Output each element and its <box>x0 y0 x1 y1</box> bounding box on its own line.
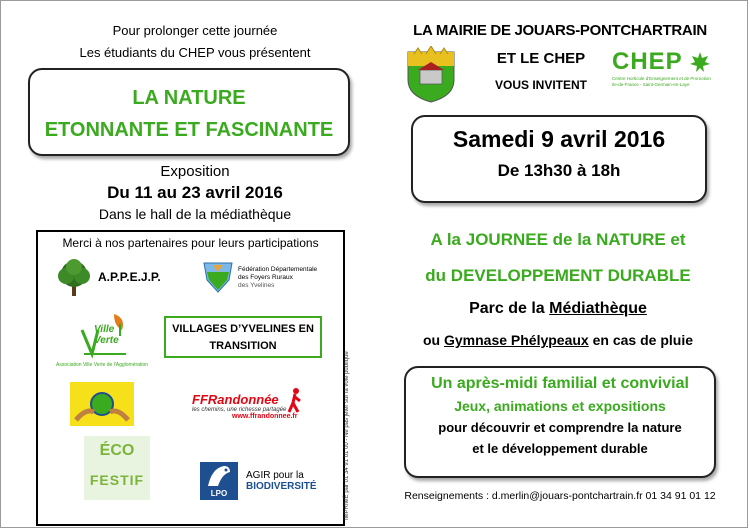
chep-logo <box>610 44 720 94</box>
mairie-line-1: LA MAIRIE DE JOUARS-PONTCHARTRAIN <box>413 22 707 39</box>
chep-caption <box>612 76 720 87</box>
agir-biodiversite <box>246 470 317 492</box>
coat-of-arms-logo <box>406 46 456 104</box>
title-line-2: ETONNANTE ET FASCINANTE <box>44 119 334 141</box>
villages-transition-box <box>164 316 322 358</box>
lpo-text: LPO <box>210 489 228 498</box>
mairie-line-2: ET LE CHEP <box>496 50 586 67</box>
federation-logo <box>201 260 235 294</box>
ville-verte-caption: Association Ville Verte de l'Agglomération <box>55 362 149 368</box>
partner-federation-line2: des Foyers Ruraux <box>238 274 293 281</box>
chep-caption-line2: Ile-de-France - Saint-Germain-en-Laye <box>612 81 690 87</box>
parc-line <box>398 300 718 318</box>
ffr-brand: FFRandonnée <box>192 392 279 407</box>
ville-verte-line2: Verte <box>94 335 119 346</box>
ville-verte-logo <box>74 310 134 362</box>
partners-title: Merci à nos partenaires pour leurs participations <box>62 236 319 250</box>
chep-caption-line1: Centre Horticole d'Enseignement et de Promotion <box>612 76 711 81</box>
partner-federation <box>238 266 317 290</box>
journee-line-2: du DEVELOPPEMENT DURABLE <box>425 266 691 285</box>
decouvrir-line-1: pour découvrir et comprendre la nature <box>438 420 682 435</box>
villages-line2: TRANSITION <box>209 340 277 352</box>
parc-place: Médiathèque <box>549 300 647 317</box>
event-hours: De 13h30 à 18h <box>497 161 621 180</box>
lpo-logo <box>200 462 238 500</box>
gymnase-line <box>390 332 726 348</box>
gym-place: Gymnase Phélypeaux <box>443 332 589 348</box>
exposition-dates: Du 11 au 23 avril 2016 <box>107 183 283 202</box>
leaf-icon <box>688 50 712 74</box>
intro-line-1: Pour prolonger cette journée <box>112 23 278 38</box>
ffr-url: www.ffrandonnee.fr <box>232 413 298 420</box>
ville-verte-line1: Ville <box>94 324 115 335</box>
title-box <box>28 68 350 156</box>
renseignements-text: Renseignements : d.merlin@jouars-pontchartrain.fr 01 34 91 01 12 <box>404 490 716 502</box>
journee-line-1: A la JOURNEE de la NATURE et <box>430 230 686 249</box>
invite-text: VOUS INVITENT <box>494 78 587 92</box>
exposition-place: Dans le hall de la médiathèque <box>98 206 292 222</box>
chep-logo-text: CHEP <box>612 48 683 75</box>
jeux-text: Jeux, animations et expositions <box>454 398 666 414</box>
parc-prefix: Parc de la <box>469 300 550 317</box>
partner-appejp: A.P.P.E.J.P. <box>98 270 161 284</box>
event-date: Samedi 9 avril 2016 <box>452 126 666 152</box>
villages-line1: VILLAGES D’YVELINES EN <box>172 323 314 335</box>
partner-federation-line3: des Yvelines <box>238 282 275 289</box>
imprint-text: IMPRIMÉ par 01 34 91 01 00 - Ne pas jeter sur la voie publique <box>344 351 350 520</box>
tree-logo <box>54 258 94 298</box>
title-line-1: LA NATURE <box>132 87 246 109</box>
journee-title <box>398 222 718 294</box>
intro-line-2: Les étudiants du CHEP vous présentent <box>79 45 311 60</box>
agir-line1: AGIR pour la <box>246 470 304 481</box>
date-box <box>411 115 707 203</box>
exposition-label: Exposition <box>160 163 230 180</box>
intro-text <box>40 20 350 64</box>
hiker-icon <box>286 388 304 414</box>
partner-federation-line1: Fédération Départementale <box>238 266 318 273</box>
exposition-info <box>40 162 350 224</box>
ffr-tagline: les chemins, une richesse partagée <box>192 407 287 413</box>
gym-prefix: ou <box>422 332 444 348</box>
partners-box <box>36 230 345 526</box>
festif-text: FESTIF <box>89 472 145 488</box>
ville-verte-text <box>94 324 119 346</box>
gym-suffix: en cas de pluie <box>588 332 693 348</box>
apres-midi-text: Un après-midi familial et convivial <box>431 375 689 392</box>
eco-text: ÉCO <box>99 442 135 459</box>
agir-line2: BIODIVERSITÉ <box>246 481 317 492</box>
afternoon-box <box>404 366 716 478</box>
eco-festif-logo <box>84 436 150 500</box>
decouvrir-line-2: et le développement durable <box>472 441 648 456</box>
hands-globe-logo <box>70 382 134 426</box>
